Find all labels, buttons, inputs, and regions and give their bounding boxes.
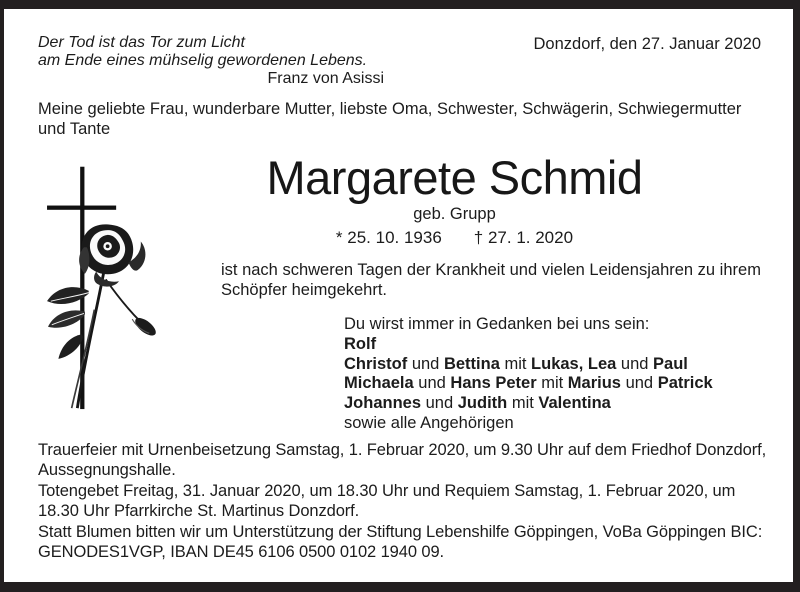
header-row xyxy=(38,34,763,88)
maiden-name: geb. Grupp xyxy=(413,205,496,223)
announcements xyxy=(38,441,767,562)
epigraph-attribution: Franz von Asissi xyxy=(267,70,384,87)
remembrance-lead: Du wirst immer in Gedanken bei uns sein: xyxy=(344,315,650,333)
dateline: Donzdorf, den 27. Januar 2020 xyxy=(533,35,761,53)
remembrance-line: Rolf xyxy=(344,334,377,353)
birth-date: * 25. 10. 1936 xyxy=(335,228,442,247)
epigraph-line-2: am Ende eines mühselig gewordenen Lebens. xyxy=(38,52,368,69)
announcement-spenden: Statt Blumen bitten wir um Unterstützung der Stiftung Lebenshilfe Göppingen, VoBa Göppingen BIC: GENODES1VGP, IBAN DE45 6106 0500 0102 1940 09. xyxy=(38,523,763,561)
deceased-header xyxy=(180,151,729,248)
remembrance-line: Johannes und Judith mit Valentina xyxy=(344,394,611,413)
remembrance-line: Michaela und Hans Peter mit Marius und Patrick xyxy=(344,374,713,393)
center-column xyxy=(180,151,793,434)
epigraph xyxy=(38,34,390,88)
remembrance-block xyxy=(344,315,769,434)
announcement-trauerfeier: Trauerfeier mit Urnenbeisetzung Samstag, 1. Februar 2020, um 9.30 Uhr auf dem Friedhof Donzdorf, Aussegnungshalle. xyxy=(38,441,767,479)
main-row xyxy=(4,151,793,436)
cross-rose-image xyxy=(30,154,180,436)
death-date: † 27. 1. 2020 xyxy=(473,228,574,247)
life-dates xyxy=(180,228,729,248)
announcement-totengebet: Totengebet Freitag, 31. Januar 2020, um 18.30 Uhr und Requiem Samstag, 1. Februar 2020, um 18.30 Uhr Pfarrkirche St. Martinus Donzdorf. xyxy=(38,482,736,520)
epigraph-line-1: Der Tod ist das Tor zum Licht xyxy=(38,34,245,51)
intro-text: Meine geliebte Frau, wunderbare Mutter, liebste Oma, Schwester, Schwägerin, Schwiegermutter und Tante xyxy=(38,100,742,138)
remembrance-names xyxy=(344,335,769,414)
deceased-name: Margarete Schmid xyxy=(266,151,643,204)
cross-rose-icon xyxy=(30,154,172,436)
remembrance-closing: sowie alle Angehörigen xyxy=(344,413,514,432)
passing-text: ist nach schweren Tagen der Krankheit und vielen Leidensjahren zu ihrem Schöpfer heimgekehrt. xyxy=(221,261,761,299)
remembrance-line: Christof und Bettina mit Lukas, Lea und Paul xyxy=(344,354,688,373)
